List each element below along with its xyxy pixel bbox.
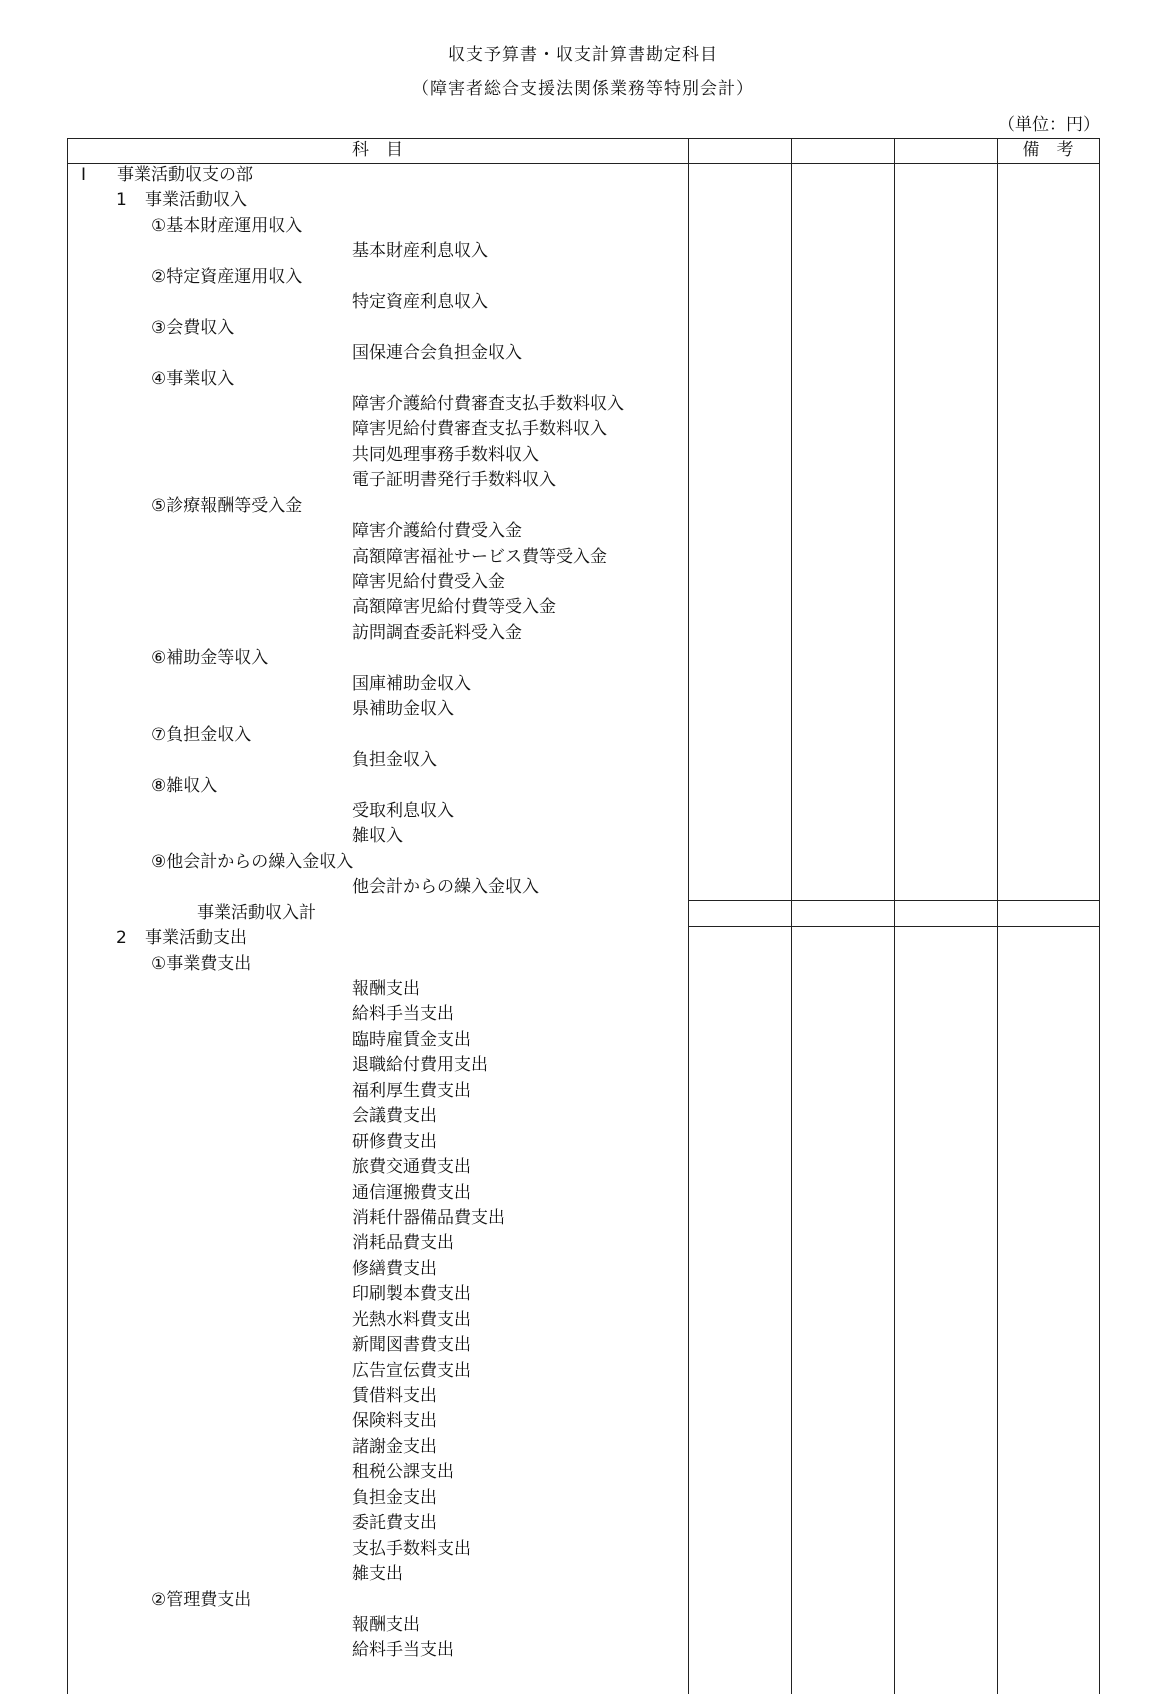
row-label: 訪問調査委託料受入金 [352,622,522,643]
row-label: 租税公課支出 [352,1462,454,1483]
column-divider [791,138,792,1694]
row-label: 給料手当支出 [352,1640,454,1661]
table-row [67,1638,687,1663]
row-label: ⑨他会計からの繰入金収入 [151,851,354,872]
row-label: 会議費支出 [352,1106,437,1127]
table-row [67,316,687,341]
table-row [67,774,687,799]
table-row [67,1028,687,1053]
row-label: 臨時雇賃金支出 [352,1029,471,1050]
row-label: ④事業収入 [151,368,235,389]
row-label: 事業活動支出 [145,928,247,949]
row-label: ⑤診療報酬等受入金 [151,495,303,516]
row-label: 新聞図書費支出 [352,1335,471,1356]
row-label: 事業活動収入 [145,190,247,211]
subtotal-row [67,901,687,926]
table-row [67,188,687,213]
row-label: 退職給付費用支出 [352,1055,488,1076]
table-row [67,239,687,264]
table-row [67,417,687,442]
table-row [67,1588,687,1613]
row-label: 修繕費支出 [352,1258,437,1279]
table-border-right [1099,138,1100,1694]
table-row [67,468,687,493]
row-label: 広告宣伝費支出 [352,1360,471,1381]
table-row [67,646,687,671]
table-row [67,1460,687,1485]
row-label: 通信運搬費支出 [352,1182,471,1203]
table-row [67,850,687,875]
row-number: 1 [116,190,127,211]
table-row [67,1537,687,1562]
row-label: 諸謝金支出 [352,1436,437,1457]
row-number: Ⅰ [81,165,87,185]
row-label: 福利厚生費支出 [352,1080,471,1101]
row-label: ⑥補助金等収入 [151,648,269,669]
header-subject: 科 目 [352,140,403,160]
row-label: 支払手数料支出 [352,1538,471,1559]
table-row [67,621,687,646]
table-row [67,214,687,239]
row-label: 共同処理事務手数料収入 [352,444,539,465]
table-row [67,290,687,315]
row-number: 2 [116,928,127,949]
row-label: 負担金支出 [352,1487,437,1508]
row-label: ①基本財産運用収入 [151,215,303,236]
table-row [67,570,687,595]
table-row [67,595,687,620]
row-label: 県補助金収入 [352,699,454,720]
table-row [67,519,687,544]
table-row [67,392,687,417]
table-row [67,875,687,900]
account-table [67,138,1099,1694]
row-label: 高額障害福祉サービス費等受入金 [352,546,607,567]
row-label: ⑧雑収入 [151,775,218,796]
table-row [67,443,687,468]
table-row [67,1409,687,1434]
row-label: 基本財産利息収入 [352,241,488,262]
table-row [67,1130,687,1155]
table-row [67,265,687,290]
table-row [67,1308,687,1333]
row-label: 消耗什器備品費支出 [352,1207,505,1228]
row-label: 報酬支出 [352,979,420,999]
table-row [67,1333,687,1358]
table-row [67,367,687,392]
row-label: 国保連合会負担金収入 [352,343,522,364]
row-label: 給料手当支出 [352,1004,454,1025]
row-label: 障害児給付費審査支払手数料収入 [352,419,607,440]
row-label: 旅費交通費支出 [352,1157,471,1178]
row-label: 他会計からの繰入金収入 [352,877,539,898]
column-divider [894,138,895,1694]
row-label: ⑦負担金収入 [151,724,252,745]
row-label: ①事業費支出 [151,953,252,974]
row-label: 報酬支出 [352,1614,420,1635]
table-row [67,341,687,366]
row-label: 高額障害児給付費等受入金 [352,597,556,618]
table-row [67,748,687,773]
table-row [67,1359,687,1384]
table-row [67,494,687,519]
row-label: 雑支出 [352,1564,403,1585]
row-label: 障害介護給付費受入金 [352,521,522,542]
row-label: 委託費支出 [352,1513,437,1534]
table-row [67,1486,687,1511]
table-row [67,977,687,1002]
row-label: 賃借料支出 [352,1386,437,1406]
row-label: ③会費収入 [151,317,235,338]
row-label: 保険料支出 [352,1411,437,1432]
row-label: 光熱水料費支出 [352,1309,471,1330]
table-row [67,1155,687,1180]
unit-label: （単位：円） [998,115,1100,135]
table-row [67,799,687,824]
table-row [67,1257,687,1282]
row-label: 研修費支出 [352,1131,437,1152]
column-divider [688,138,689,1694]
table-row [67,952,687,977]
subtotal-line-top [688,900,1100,901]
table-row [67,1562,687,1587]
table-row [67,723,687,748]
row-label: 雑収入 [352,826,403,847]
row-label: 受取利息収入 [352,800,454,821]
table-row [67,672,687,697]
table-row [67,545,687,570]
row-label: 電子証明書発行手数料収入 [352,470,556,491]
row-label: 負担金収入 [352,750,437,771]
document-subtitle: （障害者総合支援法関係業務等特別会計） [412,79,754,99]
table-row [67,1206,687,1231]
row-label: 印刷製本費支出 [352,1284,471,1305]
table-row [67,1435,687,1460]
table-row [67,1002,687,1027]
table-row [67,1511,687,1536]
subtotal-line-bottom [688,926,1100,927]
table-row [67,1384,687,1409]
table-row [67,1181,687,1206]
row-label: ②管理費支出 [151,1589,252,1610]
row-label: ②特定資産運用収入 [151,266,303,287]
table-row [67,697,687,722]
column-divider [997,138,998,1694]
document-title: 収支予算書・収支計算書勘定科目 [448,45,718,65]
row-label: 事業活動収入計 [197,902,316,923]
table-row [67,163,687,188]
table-row [67,1104,687,1129]
row-label: 事業活動収支の部 [117,165,253,185]
row-label: 消耗品費支出 [352,1233,454,1254]
table-row [67,1079,687,1104]
table-body [67,163,687,1664]
table-row [67,1613,687,1638]
row-label: 特定資産利息収入 [352,292,488,313]
table-row [67,1053,687,1078]
table-row [67,926,687,951]
table-row [67,1282,687,1307]
table-row [67,824,687,849]
row-label: 国庫補助金収入 [352,673,471,694]
table-row [67,1231,687,1256]
header-remarks: 備 考 [1022,140,1074,160]
row-label: 障害介護給付費審査支払手数料収入 [352,393,624,414]
row-label: 障害児給付費受入金 [352,572,505,592]
